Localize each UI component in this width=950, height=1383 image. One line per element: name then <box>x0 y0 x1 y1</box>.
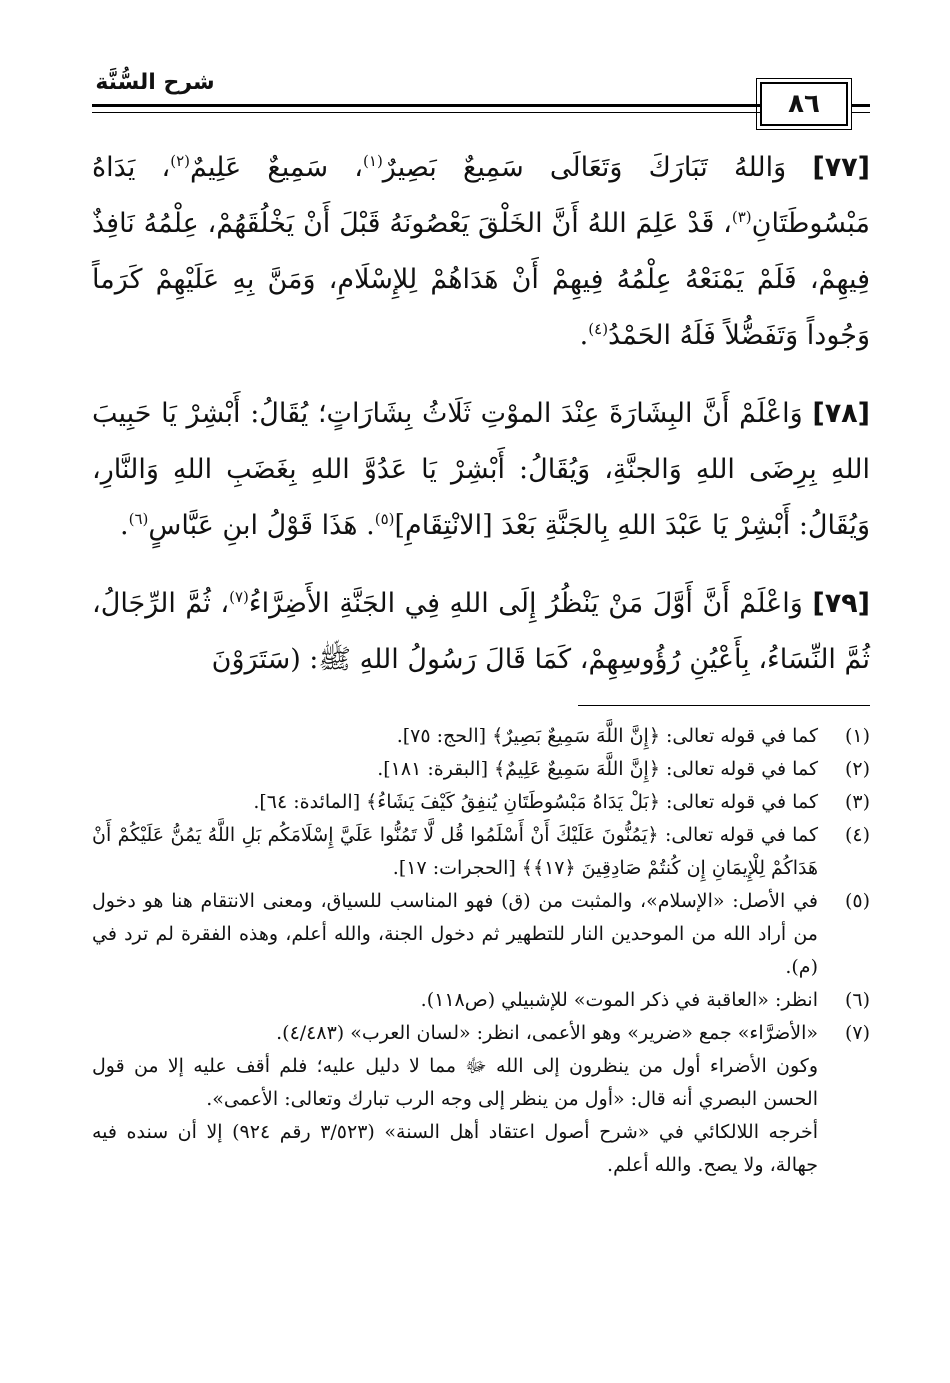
footnote-7 <box>92 1017 870 1182</box>
text-run: وَاعْلَمْ أَنَّ البِشَارَةَ عِنْدَ الموْتِ ثَلَاثُ بِشَارَاتٍ؛ يُقَالُ: أَبْشِرْ يَا حَبِيبَ اللهِ بِرِضَى اللهِ وَالجنَّةِ، وَيُقَالُ: أَبْشِرْ يَا عَدُوَّ اللهِ بِغَضَبِ اللهِ وَالنَّارِ، وَيُقَالُ: أَبْشِرْ يَا عَبْدَ اللهِ بِالجَنَّةِ بَعْدَ [الانْتِقَامِ] <box>92 398 870 541</box>
header-rule-thin <box>92 112 782 113</box>
footnote-line: كما في قوله تعالى: ﴿بَلْ يَدَاهُ مَبْسُوطَتَانِ يُنفِقُ كَيْفَ يَشَاءُ﴾ [المائدة: ٦٤]. <box>253 791 818 813</box>
footnote-line: كما في قوله تعالى: ﴿إِنَّ اللَّهَ سَمِيعٌ بَصِيرٌ﴾ [الحج: ٧٥]. <box>396 725 818 747</box>
paragraph-number: [٧٩] <box>812 588 870 619</box>
page-header <box>0 0 950 130</box>
footnote-ref: (٦) <box>128 510 149 528</box>
footnote-line: كما في قوله تعالى: ﴿إِنَّ اللَّهَ سَمِيعٌ عَلِيمٌ﴾ [البقرة: ١٨١]. <box>377 758 818 780</box>
paragraph-78 <box>92 386 870 554</box>
book-title: شرح السُّنَّة <box>95 70 215 95</box>
footnote-line: في الأصل: «الإسلام»، والمثبت من (ق) فهو المناسب للسياق، ومعنى الانتقام هنا هو دخول من أراد الله من الموحدين النار للتطهير ثم دخول الجنة، والله أعلم، وهذه الفقرة لم ترد في (م). <box>92 890 818 978</box>
paragraph-77 <box>92 140 870 364</box>
footnote-text <box>92 786 818 819</box>
footnote-text <box>92 819 818 885</box>
footnote-line: أخرجه اللالكائي في «شرح أصول اعتقاد أهل السنة» (٣/٥٢٣ رقم ٩٢٤) إلا أن سنده فيه جهالة، ولا يصح. والله أعلم. <box>92 1121 818 1176</box>
footnote-ref: (٢) <box>170 152 191 170</box>
text-run: . هَذَا قَوْلُ ابنِ عَبَّاسٍ <box>148 510 375 541</box>
header-rule-right-thin <box>852 112 870 113</box>
footnote-line: «الأضرَّاء» جمع «ضرير» وهو الأعمى، انظر: «لسان العرب» (٤/٤٨٣). <box>276 1022 818 1044</box>
paragraph-79 <box>92 576 870 688</box>
footnote-line: وكون الأضراء أول من ينظرون إلى الله ﷻ مما لا دليل عليه؛ فلم أقف عليه إلا من قول الحسن البصري أنه قال: «أول من ينظر إلى وجه الرب تبارك وتعالى: الأعمى». <box>92 1055 818 1110</box>
text-run: ، يَدَاهُ مَبْسُوطَتَانِ <box>92 152 870 239</box>
footnote-ref: (٣) <box>731 208 752 226</box>
footnote-2 <box>92 753 870 786</box>
footnote-6 <box>92 984 870 1017</box>
footnote-text <box>92 753 818 786</box>
footnote-ref: (١) <box>363 152 383 170</box>
footnote-number: (٤) <box>844 824 870 846</box>
footnote-number: (١) <box>844 725 870 747</box>
text-run: ، سَمِيعٌ عَلِيمٌ <box>190 152 364 183</box>
footnote-line: كما في قوله تعالى: ﴿يَمُنُّونَ عَلَيْكَ أَنْ أَسْلَمُوا قُل لَّا تَمُنُّوا عَلَيَّ إِسْلَامَكُم بَلِ اللَّهُ يَمُنُّ عَلَيْكُمْ أَنْ هَدَاكُمْ لِلْإِيمَانِ إِن كُنتُمْ صَادِقِينَ ﴿١٧﴾﴾ [الحجرات: ١٧]. <box>92 824 818 879</box>
footnote-number: (٢) <box>844 758 870 780</box>
page-number: ٨٦ <box>760 82 848 126</box>
paragraph-number: [٧٧] <box>812 152 870 183</box>
footnote-divider <box>578 705 870 706</box>
footnote-5 <box>92 885 870 984</box>
footnote-4 <box>92 819 870 885</box>
text-run: . <box>120 510 129 541</box>
footnote-line: انظر: «العاقبة في ذكر الموت» للإشبيلي (ص١١٨). <box>420 989 818 1011</box>
footnote-ref: (٤) <box>588 320 609 338</box>
footnote-ref: (٥) <box>374 510 395 528</box>
text-run: وَاللهُ تَبَارَكَ وَتَعَالَى سَمِيعٌ بَصِيرٌ <box>382 152 787 183</box>
text-run: وَاعْلَمْ أَنَّ أَوَّلَ مَنْ يَنْظُرُ إِلَى اللهِ فِي الجَنَّةِ الأَضِرَّاءُ <box>248 588 803 619</box>
text-run: ، قَدْ عَلِمَ اللهُ أَنَّ الخَلْقَ يَعْصُونَهُ قَبْلَ أَنْ يَخْلُقَهُمْ، عِلْمُهُ نَافِذٌ فِيهِمْ، فَلَمْ يَمْنَعْهُ عِلْمُهُ فِيهِمْ أَنْ هَدَاهُمْ لِلإِسْلَامِ، وَمَنَّ بِهِ عَلَيْهِمْ كَرَماً وَجُوداً وَتَفَضُّلاً فَلَهُ الحَمْدُ <box>92 208 870 351</box>
footnote-number: (٦) <box>844 989 870 1011</box>
footnote-number: (٧) <box>844 1022 870 1044</box>
text-run: ، ثُمَّ الرِّجَالُ، ثُمَّ النِّسَاءُ، بِأَعْيُنِ رُؤُوسِهِمْ، كَمَا قَالَ رَسُولُ اللهِ ﷺ: (سَتَرَوْنَ <box>92 588 870 675</box>
footnotes <box>92 720 870 1182</box>
footnote-3 <box>92 786 870 819</box>
footnote-ref: (٧) <box>229 588 249 606</box>
paragraph-number: [٧٨] <box>812 398 870 429</box>
footnote-text <box>92 720 818 753</box>
footnote-text <box>92 885 818 984</box>
header-rule-right <box>852 104 870 107</box>
footnote-1 <box>92 720 870 753</box>
footnote-text <box>92 1017 818 1182</box>
text-run: . <box>579 320 589 351</box>
main-text <box>92 140 870 710</box>
footnote-number: (٣) <box>844 791 870 813</box>
header-rule <box>92 104 782 107</box>
footnote-number: (٥) <box>844 890 870 912</box>
footnote-text <box>92 984 818 1017</box>
